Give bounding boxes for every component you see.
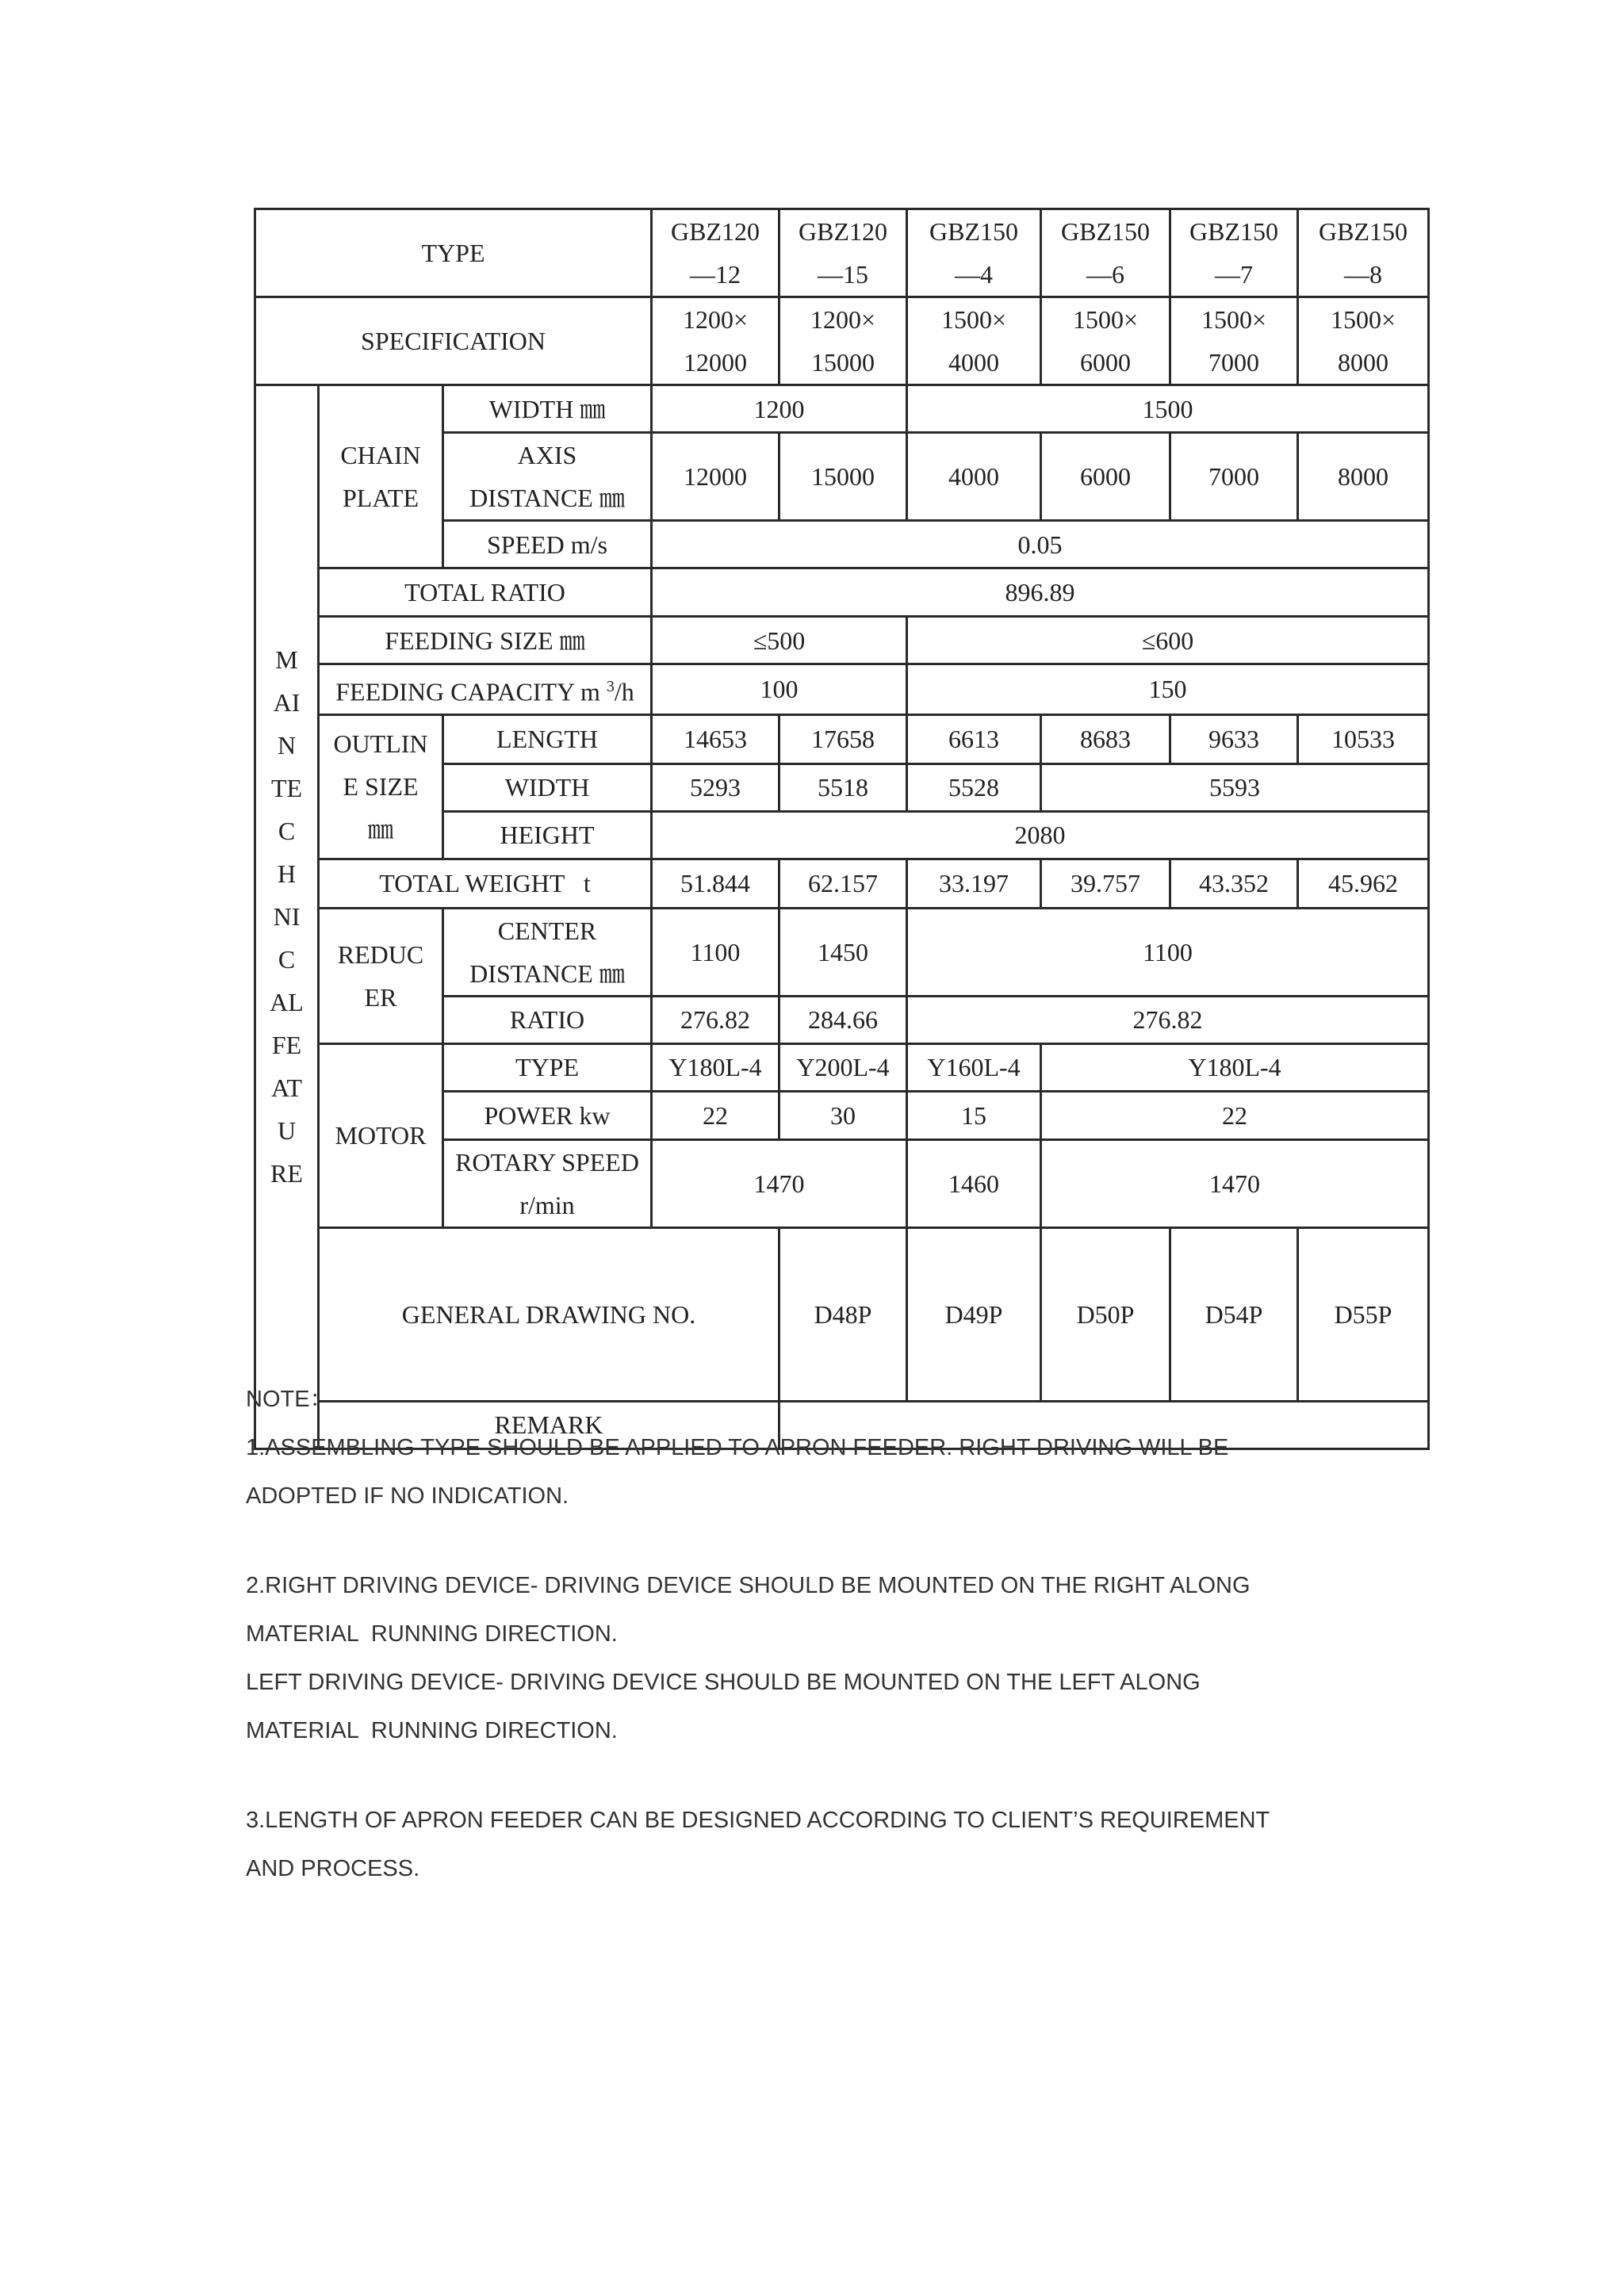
rotary-speed-label: ROTARY SPEED r/min [443, 1139, 652, 1227]
value-cell: 33.197 [907, 859, 1041, 908]
spec-cell: 1500× 4000 [907, 297, 1041, 385]
note-line: 1.ASSEMBLING TYPE SHOULD BE APPLIED TO APRON FEEDER. RIGHT DRIVING WILL BE [246, 1435, 1229, 1460]
value-cell: 5293 [652, 763, 779, 811]
value-cell: 1450 [779, 908, 907, 996]
value-cell: D50P [1041, 1227, 1170, 1401]
value-cell: 17658 [779, 714, 907, 763]
value-cell: 6000 [1041, 433, 1170, 521]
table-row [255, 908, 1429, 996]
total-weight-label: TOTAL WEIGHT t [319, 859, 652, 908]
value-cell: 276.82 [907, 996, 1429, 1043]
note-line: ADOPTED IF NO INDICATION. [246, 1483, 569, 1509]
notes-section [246, 1376, 1419, 1893]
type-cell: GBZ150 —8 [1298, 209, 1429, 297]
value-cell: D55P [1298, 1227, 1429, 1401]
table-row [255, 1043, 1429, 1091]
note-line: 2.RIGHT DRIVING DEVICE- DRIVING DEVICE SHOULD BE MOUNTED ON THE RIGHT ALONG [246, 1573, 1251, 1598]
table-row [255, 297, 1429, 385]
type-cell: GBZ150 —7 [1170, 209, 1298, 297]
reducer-label: REDUC ER [319, 908, 443, 1043]
value-cell: 45.962 [1298, 859, 1429, 908]
value-cell: 0.05 [652, 521, 1429, 568]
motor-type-label: TYPE [443, 1043, 652, 1091]
value-cell: 100 [652, 664, 907, 715]
table-row [255, 859, 1429, 908]
value-cell: Y180L-4 [652, 1043, 779, 1091]
value-cell: 1200 [652, 385, 907, 433]
power-label: POWER kw [443, 1091, 652, 1139]
value-cell: ≤500 [652, 617, 907, 664]
total-ratio-label: TOTAL RATIO [319, 568, 652, 617]
type-cell: GBZ150 —4 [907, 209, 1041, 297]
speed-label: SPEED m/s [443, 521, 652, 568]
value-cell: 6613 [907, 714, 1041, 763]
note-line: MATERIAL RUNNING DIRECTION. [246, 1621, 618, 1647]
feeding-size-label: FEEDING SIZE ㎜ [319, 617, 652, 664]
table-row [255, 714, 1429, 763]
value-cell: 1100 [652, 908, 779, 996]
outline-width-label: WIDTH [443, 763, 652, 811]
length-label: LENGTH [443, 714, 652, 763]
table-row [255, 568, 1429, 617]
specification-header: SPECIFICATION [255, 297, 652, 385]
value-cell: 1470 [1041, 1139, 1429, 1227]
type-cell: GBZ150 —6 [1041, 209, 1170, 297]
main-technical-feature-label: M AI N TE C H NI C AL FE AT U RE [255, 385, 319, 1449]
value-cell: 15000 [779, 433, 907, 521]
note-line: LEFT DRIVING DEVICE- DRIVING DEVICE SHOULD BE MOUNTED ON THE LEFT ALONG [246, 1670, 1201, 1695]
value-cell: 284.66 [779, 996, 907, 1043]
value-cell: 10533 [1298, 714, 1429, 763]
type-cell: GBZ120 —12 [652, 209, 779, 297]
axis-distance-label: AXIS DISTANCE ㎜ [443, 433, 652, 521]
spec-cell: 1200× 15000 [779, 297, 907, 385]
value-cell: 43.352 [1170, 859, 1298, 908]
value-cell: 14653 [652, 714, 779, 763]
table-row [255, 617, 1429, 664]
value-cell: 7000 [1170, 433, 1298, 521]
value-cell: 1470 [652, 1139, 907, 1227]
motor-label: MOTOR [319, 1043, 443, 1227]
spec-cell: 1500× 7000 [1170, 297, 1298, 385]
value-cell: D49P [907, 1227, 1041, 1401]
remark-label: REMARK [319, 1401, 779, 1448]
value-cell: 1100 [907, 908, 1429, 996]
value-cell: Y160L-4 [907, 1043, 1041, 1091]
value-cell: 5528 [907, 763, 1041, 811]
note-line: 3.LENGTH OF APRON FEEDER CAN BE DESIGNED ACCORDING TO CLIENT’S REQUIREMENT [246, 1808, 1270, 1833]
type-cell: GBZ120 —15 [779, 209, 907, 297]
value-cell: 150 [907, 664, 1429, 715]
value-cell: D54P [1170, 1227, 1298, 1401]
value-cell: Y180L-4 [1041, 1043, 1429, 1091]
feeding-capacity-label: FEEDING CAPACITY m $^3$/h [319, 664, 652, 715]
outline-size-label: OUTLIN E SIZE ㎜ [319, 714, 443, 859]
table-row [255, 664, 1429, 715]
value-cell: ≤600 [907, 617, 1429, 664]
value-cell: D48P [779, 1227, 907, 1401]
value-cell: 51.844 [652, 859, 779, 908]
value-cell: 39.757 [1041, 859, 1170, 908]
value-cell: 8000 [1298, 433, 1429, 521]
table-row [255, 385, 1429, 433]
general-drawing-label: GENERAL DRAWING NO. [319, 1227, 779, 1401]
note-line: MATERIAL RUNNING DIRECTION. [246, 1718, 618, 1743]
specification-table [254, 208, 1430, 1450]
value-cell: 1460 [907, 1139, 1041, 1227]
height-label: HEIGHT [443, 811, 652, 859]
value-cell: 1500 [907, 385, 1429, 433]
value-cell: 22 [652, 1091, 779, 1139]
value-cell: 12000 [652, 433, 779, 521]
value-cell: 896.89 [652, 568, 1429, 617]
value-cell: 4000 [907, 433, 1041, 521]
value-cell: 8683 [1041, 714, 1170, 763]
value-cell: 276.82 [652, 996, 779, 1043]
spec-cell: 1500× 8000 [1298, 297, 1429, 385]
type-header: TYPE [255, 209, 652, 297]
value-cell: 15 [907, 1091, 1041, 1139]
value-cell: 5593 [1041, 763, 1429, 811]
value-cell: 9633 [1170, 714, 1298, 763]
spec-cell: 1200× 12000 [652, 297, 779, 385]
value-cell: 62.157 [779, 859, 907, 908]
value-cell: 22 [1041, 1091, 1429, 1139]
value-cell: 5518 [779, 763, 907, 811]
chain-plate-label: CHAIN PLATE [319, 385, 443, 568]
value-cell: 30 [779, 1091, 907, 1139]
notes-heading: NOTE： [246, 1387, 333, 1412]
reducer-ratio-label: RATIO [443, 996, 652, 1043]
center-distance-label: CENTER DISTANCE ㎜ [443, 908, 652, 996]
note-line: AND PROCESS. [246, 1856, 420, 1881]
value-cell: 2080 [652, 811, 1429, 859]
chain-width-label: WIDTH ㎜ [443, 385, 652, 433]
value-cell: Y200L-4 [779, 1043, 907, 1091]
spec-cell: 1500× 6000 [1041, 297, 1170, 385]
table-row [255, 209, 1429, 297]
